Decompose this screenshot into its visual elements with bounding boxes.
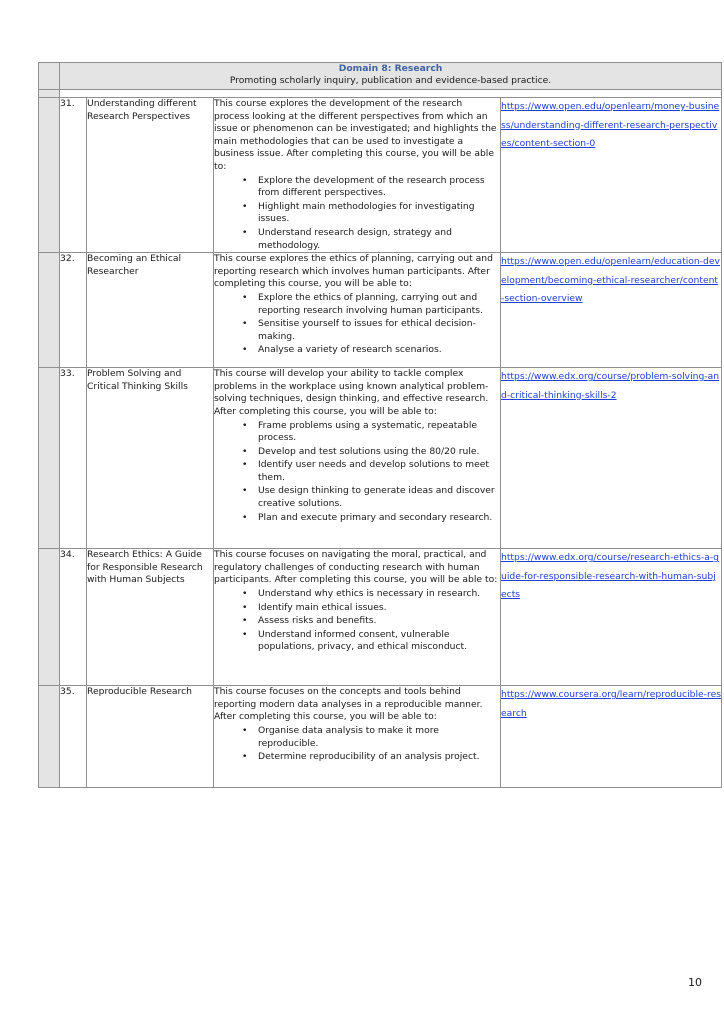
outcome-list bbox=[214, 292, 500, 357]
course-title: Becoming an Ethical Researcher bbox=[87, 253, 214, 368]
row-gutter bbox=[39, 686, 60, 788]
outcome-item: • Understand research design, strategy and methodology. bbox=[242, 227, 500, 252]
course-description: This course focuses on the concepts and tools behind reporting modern data analyses in a reproducible manner. After completing this course, you will be able to: bbox=[214, 686, 483, 723]
course-row bbox=[39, 549, 722, 686]
outcome-item: • Identify user needs and develop solutions to meet them. bbox=[242, 459, 500, 484]
page-number: 10 bbox=[688, 976, 702, 989]
outcome-item: • Explore the development of the research process from different perspectives. bbox=[242, 175, 500, 200]
course-number: 33. bbox=[60, 368, 87, 549]
course-title: Understanding different Research Perspectives bbox=[87, 98, 214, 253]
course-link[interactable]: https://www.open.edu/openlearn/money-business/understanding-different-research-perspectives/content-section-0 bbox=[501, 101, 720, 149]
outcome-item: • Explore the ethics of planning, carrying out and reporting research involving human participants. bbox=[242, 292, 500, 317]
course-link[interactable]: https://www.edx.org/course/problem-solving-and-critical-thinking-skills-2 bbox=[501, 371, 720, 401]
spacer-cell bbox=[60, 90, 722, 98]
course-link-cell bbox=[501, 368, 722, 549]
outcome-item: • Develop and test solutions using the 80/20 rule. bbox=[242, 446, 500, 459]
course-number: 31. bbox=[60, 98, 87, 253]
course-description: This course explores the ethics of planning, carrying out and reporting research which involves human participants. After completing this course, you will be able to: bbox=[214, 253, 493, 290]
outcome-item: • Identify main ethical issues. bbox=[242, 602, 500, 615]
outcome-item: • Use design thinking to generate ideas and discover creative solutions. bbox=[242, 485, 500, 510]
outcome-item: • Assess risks and benefits. bbox=[242, 615, 500, 628]
course-description: This course explores the development of the research process looking at the different perspectives from which an issue or phenomenon can be investigated; and highlights the main methodologies that can be used to investigate a business issue. After completing this course, you will be able to: bbox=[214, 98, 497, 172]
outcome-item: • Understand informed consent, vulnerable populations, privacy, and ethical misconduct. bbox=[242, 629, 500, 654]
course-row bbox=[39, 253, 722, 368]
outcome-item: • Plan and execute primary and secondary research. bbox=[242, 512, 500, 525]
course-link[interactable]: https://www.edx.org/course/research-ethics-a-guide-for-responsible-research-with-human-subjects bbox=[501, 552, 719, 601]
row-gutter bbox=[39, 98, 60, 253]
row-gutter bbox=[39, 549, 60, 686]
outcome-list bbox=[214, 175, 500, 253]
course-title: Research Ethics: A Guide for Responsible Research with Human Subjects bbox=[87, 549, 214, 686]
course-number: 35. bbox=[60, 686, 87, 788]
outcome-item: • Analyse a variety of research scenarios. bbox=[242, 344, 500, 357]
course-description: This course will develop your ability to tackle complex problems in the workplace using known analytical problem-solving techniques, design thinking, and effective research. After completing this course, you will be able to: bbox=[214, 368, 489, 417]
outcome-item: • Frame problems using a systematic, repeatable process. bbox=[242, 420, 500, 445]
outcome-item: • Sensitise yourself to issues for ethical decision-making. bbox=[242, 318, 500, 343]
row-gutter bbox=[39, 90, 60, 98]
outcome-list bbox=[214, 588, 500, 654]
outcome-item: • Determine reproducibility of an analysis project. bbox=[242, 751, 500, 764]
course-row bbox=[39, 98, 722, 253]
course-row bbox=[39, 368, 722, 549]
course-link-cell bbox=[501, 686, 722, 788]
row-gutter bbox=[39, 368, 60, 549]
course-description-cell bbox=[214, 253, 501, 368]
domain-header bbox=[60, 63, 722, 90]
row-gutter bbox=[39, 253, 60, 368]
course-description-cell bbox=[214, 549, 501, 686]
course-row bbox=[39, 686, 722, 788]
outcome-item: • Organise data analysis to make it more reproducible. bbox=[242, 725, 500, 750]
course-link-cell bbox=[501, 253, 722, 368]
course-link[interactable]: https://www.open.edu/openlearn/education-development/becoming-ethical-researcher/content-section-overview bbox=[501, 256, 720, 305]
course-link[interactable]: https://www.coursera.org/learn/reproducible-research bbox=[501, 689, 722, 719]
course-number: 32. bbox=[60, 253, 87, 368]
course-description-cell bbox=[214, 368, 501, 549]
course-title: Problem Solving and Critical Thinking Skills bbox=[87, 368, 214, 549]
domain-header-row bbox=[39, 63, 722, 90]
row-gutter bbox=[39, 63, 60, 90]
course-number: 34. bbox=[60, 549, 87, 686]
course-title: Reproducible Research bbox=[87, 686, 214, 788]
outcome-list bbox=[214, 725, 500, 764]
course-link-cell bbox=[501, 549, 722, 686]
course-link-cell bbox=[501, 98, 722, 253]
outcome-item: • Highlight main methodologies for investigating issues. bbox=[242, 201, 500, 226]
courses-table bbox=[38, 62, 722, 788]
domain-title: Domain 8: Research bbox=[338, 63, 443, 74]
outcome-list bbox=[214, 420, 500, 525]
spacer-row bbox=[39, 90, 722, 98]
course-description-cell bbox=[214, 686, 501, 788]
course-description: This course focuses on navigating the moral, practical, and regulatory challenges of conducting research with human participants. After completing this course, you will be able to: bbox=[214, 549, 498, 586]
course-description-cell bbox=[214, 98, 501, 253]
domain-subtitle: Promoting scholarly inquiry, publication and evidence-based practice. bbox=[229, 75, 552, 86]
outcome-item: • Understand why ethics is necessary in research. bbox=[242, 588, 500, 601]
